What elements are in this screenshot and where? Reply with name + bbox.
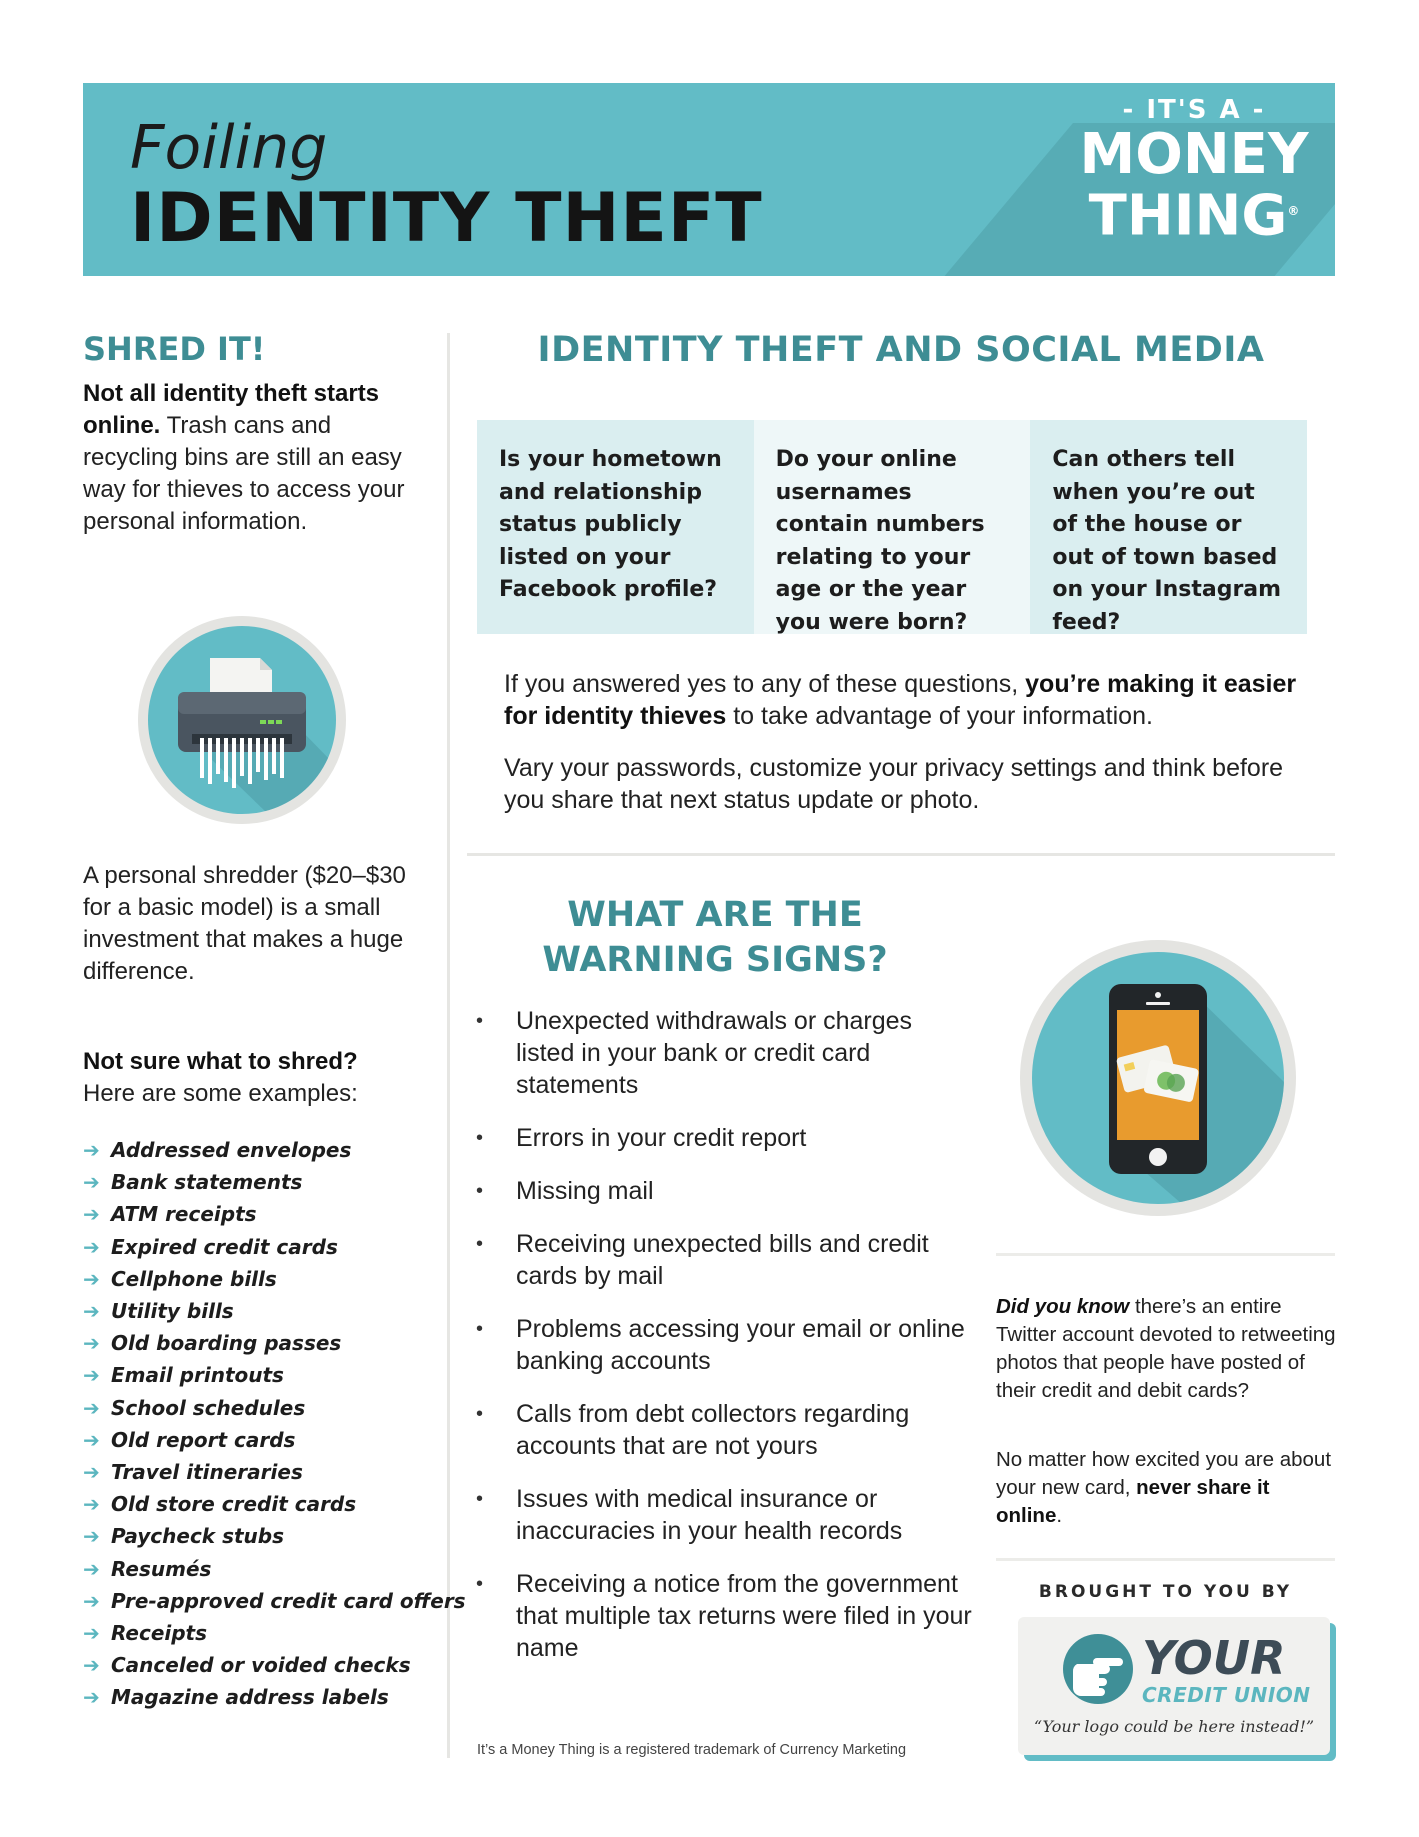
arrow-right-icon: ➔ — [83, 1588, 100, 1613]
social-media-heading: IDENTITY THEFT AND SOCIAL MEDIA — [537, 330, 1265, 370]
question-box-usernames: Do your online usernames contain numbers relating to your age or the year you were born? — [754, 420, 1031, 634]
arrow-right-icon: ➔ — [83, 1492, 100, 1517]
page-title: IDENTITY THEFT — [130, 179, 763, 258]
bullet-icon: • — [476, 1318, 484, 1340]
list-item: ➔ Addressed envelopes — [83, 1134, 443, 1166]
credit-union-logo-small: CREDIT UNION — [1142, 1683, 1311, 1707]
shredder-icon-bg — [148, 626, 336, 814]
list-item: ➔ Cellphone bills — [83, 1263, 443, 1295]
social-media-advice: Vary your passwords, customize your privacy settings and think before you share that next status update or photo. — [504, 754, 1284, 814]
column-divider — [447, 333, 450, 1758]
list-item: • Unexpected withdrawals or charges listed in your bank or credit card statements — [476, 1007, 913, 1099]
list-item: ➔ School schedules — [83, 1392, 443, 1424]
shred-heading: SHRED IT! — [83, 330, 266, 368]
trademark-footer: It’s a Money Thing is a registered trademark of Currency Marketing — [477, 1742, 907, 1758]
arrow-right-icon: ➔ — [83, 1202, 100, 1227]
never-share-text: No matter how excited you are about your new card, never share it online. — [996, 1448, 1332, 1527]
arrow-right-icon: ➔ — [83, 1266, 100, 1291]
arrow-right-icon: ➔ — [83, 1685, 100, 1710]
title-script: Foiling — [130, 113, 328, 183]
shred-intro — [83, 378, 423, 538]
section-divider — [467, 853, 1335, 856]
question-box-instagram: Can others tell when you’re out of the house or out of town based on your Instagram feed? — [1030, 420, 1307, 634]
paper-shredder-icon — [138, 616, 346, 824]
pointing-hand-icon — [1063, 1634, 1133, 1704]
phone-icon-bg — [1032, 952, 1284, 1204]
list-item: • Receiving a notice from the government that multiple tax returns were filed in your name — [476, 1570, 972, 1662]
list-item: ➔ Utility bills — [83, 1295, 443, 1327]
list-item: ➔ Travel itineraries — [83, 1456, 443, 1488]
logo-line-1: - IT'S A - — [1122, 95, 1266, 125]
logo-placeholder-note: “Your logo could be here instead!” — [1033, 1717, 1315, 1736]
logo-line-3 — [1079, 183, 1309, 249]
arrow-right-icon: ➔ — [83, 1363, 100, 1388]
bullet-icon: • — [476, 1127, 484, 1149]
list-item: ➔ Old store credit cards — [83, 1488, 443, 1520]
shred-intro-bold: Not all identity theft starts online. — [83, 380, 380, 439]
bullet-icon: • — [476, 1488, 484, 1510]
list-item: ➔ Receipts — [83, 1617, 443, 1649]
bullet-icon: • — [476, 1403, 484, 1425]
shred-section — [83, 330, 466, 1710]
shred-question-rest: Here are some examples: — [83, 1080, 358, 1107]
question-box-facebook: Is your hometown and relationship status publicly listed on your Facebook profile? — [477, 420, 754, 634]
arrow-right-icon: ➔ — [83, 1138, 100, 1162]
list-item: • Issues with medical insurance or inaccuracies in your health records — [476, 1485, 903, 1545]
list-item: ➔ Expired credit cards — [83, 1231, 443, 1263]
list-item: • Problems accessing your email or online banking accounts — [476, 1315, 965, 1375]
shredder-illustration — [148, 626, 336, 814]
bullet-icon: • — [476, 1573, 484, 1595]
never-share-bold: never share it online — [996, 1476, 1270, 1527]
list-item: • Missing mail — [476, 1177, 654, 1205]
shred-question-bold: Not sure what to shred? — [83, 1048, 358, 1075]
arrow-right-icon: ➔ — [83, 1395, 100, 1420]
list-item: • Calls from debt collectors regarding accounts that are not yours — [476, 1400, 910, 1460]
arrow-right-icon: ➔ — [83, 1556, 100, 1581]
shred-examples-list — [83, 1134, 466, 1714]
list-item: ➔ Old boarding passes — [83, 1327, 443, 1359]
bullet-icon: • — [476, 1010, 484, 1032]
did-you-know-lead: Did you know — [996, 1295, 1130, 1318]
list-item: ➔ Email printouts — [83, 1359, 443, 1391]
list-item: ➔ Resumés — [83, 1553, 443, 1585]
registered-mark: ® — [1287, 204, 1300, 218]
phone-illustration — [1032, 952, 1284, 1204]
credit-union-logo-card — [1018, 1617, 1330, 1755]
list-item: ➔ Pre-approved credit card offers — [83, 1585, 443, 1617]
list-item: ➔ Magazine address labels — [83, 1681, 443, 1713]
list-item: • Receiving unexpected bills and credit cards by mail — [476, 1230, 929, 1290]
arrow-right-icon: ➔ — [83, 1653, 100, 1678]
list-item: ➔ ATM receipts — [83, 1198, 443, 1230]
list-item: ➔ Bank statements — [83, 1166, 443, 1198]
list-item: ➔ Canceled or voided checks — [83, 1649, 443, 1681]
arrow-right-icon: ➔ — [83, 1621, 100, 1646]
arrow-right-icon: ➔ — [83, 1299, 100, 1324]
arrow-right-icon: ➔ — [83, 1234, 100, 1259]
social-media-answer: If you answered yes to any of these questions, you’re making it easier for identity thieves to take advantage of your information. — [504, 670, 1297, 730]
arrow-right-icon: ➔ — [83, 1427, 100, 1452]
list-item: • Errors in your credit report — [476, 1124, 807, 1152]
brought-to-you-by-label: BROUGHT TO YOU BY — [1038, 1582, 1293, 1602]
arrow-right-icon: ➔ — [83, 1524, 100, 1549]
warning-signs-heading: WHAT ARE THE WARNING SIGNS? — [542, 895, 888, 980]
arrow-right-icon: ➔ — [83, 1331, 100, 1356]
section-divider — [996, 1558, 1335, 1561]
warning-signs-list — [472, 1005, 972, 1685]
arrow-right-icon: ➔ — [83, 1170, 100, 1195]
section-divider — [996, 1253, 1335, 1256]
social-media-answer-bold: you’re making it easier for identity thieves — [504, 670, 1297, 730]
shredder-cost-text: A personal shredder ($20–$30 for a basic model) is a small investment that makes a huge difference. — [83, 862, 406, 985]
smartphone-credit-card-icon — [1020, 940, 1296, 1216]
bullet-icon: • — [476, 1233, 484, 1255]
social-media-questions — [477, 420, 1307, 634]
credit-union-logo-big: YOUR — [1142, 1631, 1286, 1685]
money-thing-logo — [1079, 95, 1309, 249]
shred-intro-rest: Trash cans and recycling bins are still an easy way for thieves to access your personal information. — [83, 412, 405, 535]
header-banner — [83, 83, 1335, 276]
list-item: ➔ Paycheck stubs — [83, 1520, 443, 1552]
shred-question — [83, 1046, 423, 1110]
bullet-icon: • — [476, 1180, 484, 1202]
did-you-know-text: Did you know there’s an entire Twitter account devoted to retweeting photos that people have posted of their credit and debit cards? — [996, 1295, 1336, 1402]
logo-line-3-text: THING — [1088, 183, 1288, 249]
arrow-right-icon: ➔ — [83, 1460, 100, 1485]
list-item: ➔ Old report cards — [83, 1424, 443, 1456]
logo-line-2: MONEY — [1079, 122, 1309, 187]
